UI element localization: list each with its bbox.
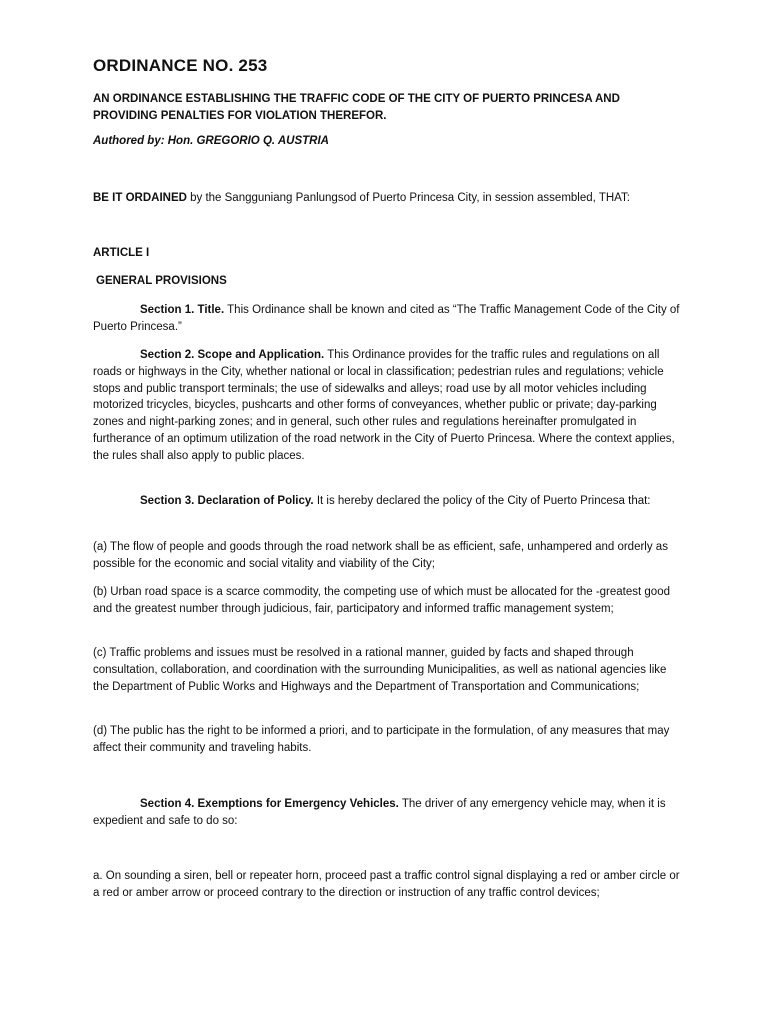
section-3-text: It is hereby declared the policy of the City of Puerto Princesa that: — [313, 495, 651, 507]
policy-item-c: (c) Traffic problems and issues must be resolved in a rational manner, guided by facts and shaped through consultation, collaboration, and coordination with the surrounding Municipalities, as well as national agencies like the Department of Public Works and Highways and the Department of Transportation and Communications; — [93, 647, 667, 693]
policy-item-a: (a) The flow of people and goods through the road network shall be as efficient, safe, unhampered and orderly as possible for the economic and social vitality and viability of the City; — [93, 541, 668, 570]
section-1 — [93, 302, 683, 336]
section-4 — [93, 796, 683, 830]
section-3 — [93, 493, 683, 510]
section-1-text: This Ordinance shall be known and cited as “The Traffic Management Code of the City of Puerto Princesa.” — [93, 304, 680, 333]
policy-item-b: (b) Urban road space is a scarce commodity, the competing use of which must be allocated for the -greatest good and the greatest number through judicious, fair, participatory and informed traffic management system; — [93, 586, 670, 615]
section-2 — [93, 347, 683, 465]
enacting-clause-label: BE IT ORDAINED — [93, 192, 187, 204]
exemption-item-a: a. On sounding a siren, bell or repeater horn, proceed past a traffic control signal displaying a red or amber circle or a red or amber arrow or proceed contrary to the direction or instruction of any traffic control devices; — [93, 870, 680, 899]
article-number: ARTICLE I — [93, 247, 150, 259]
section-2-text: This Ordinance provides for the traffic rules and regulations on all roads or highways in the City, whether national or local in classification; pedestrian rules and regulations; vehicle stops and public transport terminals; the use of sidewalks and alleys; road use by all motor vehicles including motorized tricycles, bicycles, pushcarts and other forms of conveyances, whether public or private; day-parking zones and night-parking zones; and in general, such other rules and regulations hereinafter promulgated in furtherance of an optimum utilization of the road network in the City of Puerto Princesa. Where the context applies, the rules shall also apply to public places. — [93, 349, 675, 462]
article-heading: GENERAL PROVISIONS — [96, 275, 227, 287]
section-4-text: The driver of any emergency vehicle may, when it is expedient and safe to do so: — [93, 798, 666, 827]
enacting-clause — [93, 192, 693, 204]
section-2-label: Section 2. Scope and Application. — [140, 349, 325, 361]
ordinance-subtitle: AN ORDINANCE ESTABLISHING THE TRAFFIC CODE OF THE CITY OF PUERTO PRINCESA AND PROVIDING PENALTIES FOR VIOLATION THEREFOR. — [93, 93, 620, 122]
section-1-label: Section 1. Title. — [140, 304, 225, 316]
ordinance-title: ORDINANCE NO. 253 — [93, 56, 268, 75]
author-line: Authored by: Hon. GREGORIO Q. AUSTRIA — [93, 135, 329, 147]
enacting-clause-text: by the Sangguniang Panlungsod of Puerto Princesa City, in session assembled, THAT: — [186, 192, 630, 204]
policy-item-d: (d) The public has the right to be informed a priori, and to participate in the formulation, of any measures that may affect their community and traveling habits. — [93, 725, 670, 754]
section-3-label: Section 3. Declaration of Policy. — [140, 495, 314, 507]
section-4-label: Section 4. Exemptions for Emergency Vehicles. — [140, 798, 399, 810]
